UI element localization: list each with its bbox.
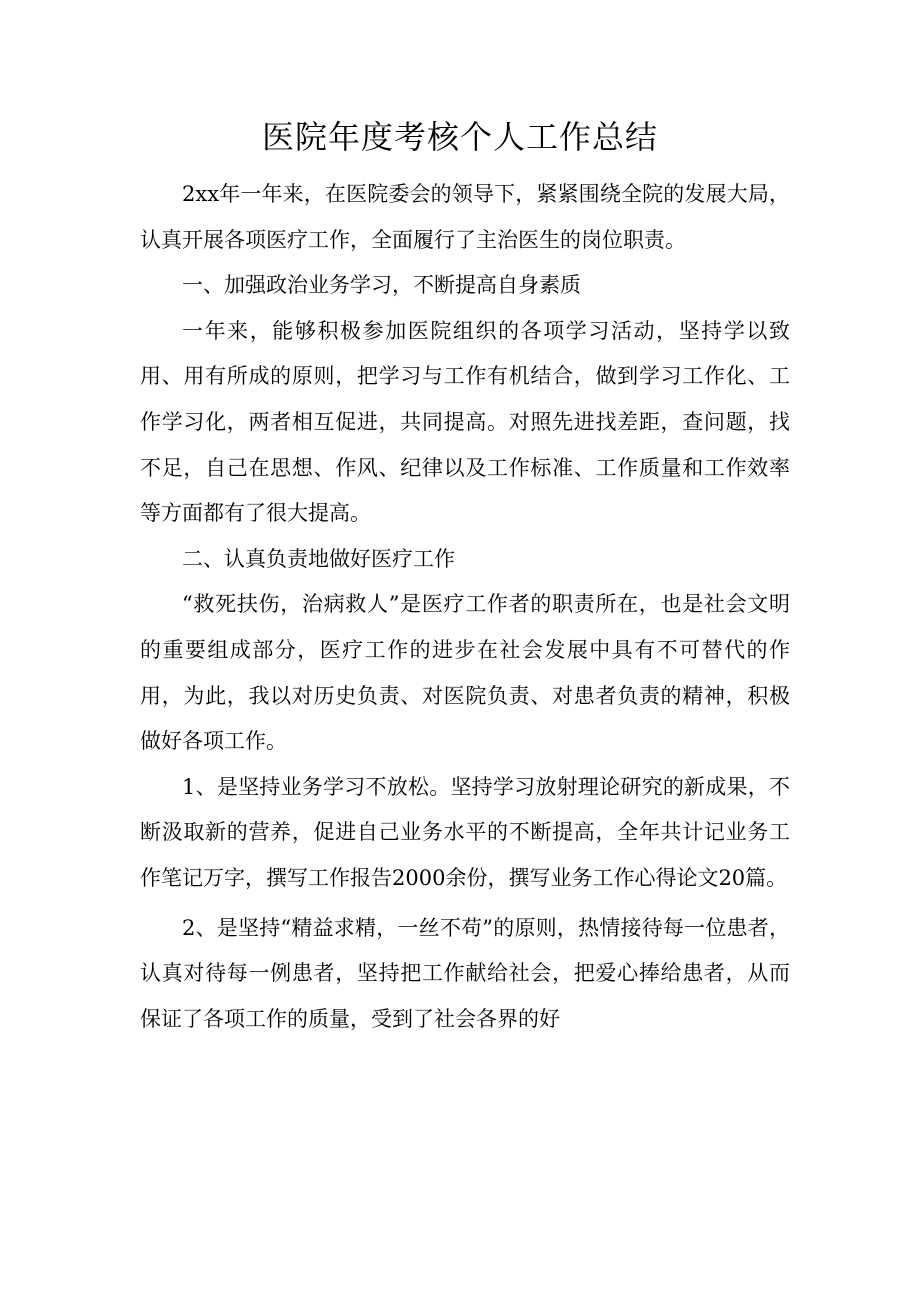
document-title: 医院年度考核个人工作总结 xyxy=(261,118,658,156)
paragraph-item-1: 1、是坚持业务学习不放松。坚持学习放射理论研究的新成果，不断汲取新的营养，促进自己业务水平的不断提高，全年共计记业务工作笔记万字，撰写工作报告2000余份，撰写业务工作心得论文20篇。 xyxy=(140,774,790,890)
document-body xyxy=(140,172,790,1042)
paragraph-item-2: 2、是坚持“精益求精，一丝不苟”的原则，热情接待每一位患者，认真对待每一例患者，坚持把工作献给社会，把爱心捧给患者，从而保证了各项工作的质量，受到了社会各界的好 xyxy=(140,915,790,1031)
paragraph-study: 一年来，能够积极参加医院组织的各项学习活动，坚持学以致用、用有所成的原则，把学习与工作有机结合，做到学习工作化、工作学习化，两者相互促进，共同提高。对照先进找差距，查问题，找不足，自己在思想、作风、纪律以及工作标准、工作质量和工作效率等方面都有了很大提高。 xyxy=(140,318,790,526)
paragraph-intro: 2xx年一年来，在医院委会的领导下，紧紧围绕全院的发展大局，认真开展各项医疗工作，全面履行了主治医生的岗位职责。 xyxy=(140,182,790,252)
section-heading-2: 二、认真负责地做好医疗工作 xyxy=(182,546,455,571)
section-heading-1: 一、加强政治业务学习，不断提高自身素质 xyxy=(182,273,581,298)
paragraph-medical-work: “救死扶伤，治病救人”是医疗工作者的职责所在，也是社会文明的重要组成部分，医疗工作的进步在社会发展中具有不可替代的作用，为此，我以对历史负责、对医院负责、对患者负责的精神，积极做好各项工作。 xyxy=(140,592,790,754)
